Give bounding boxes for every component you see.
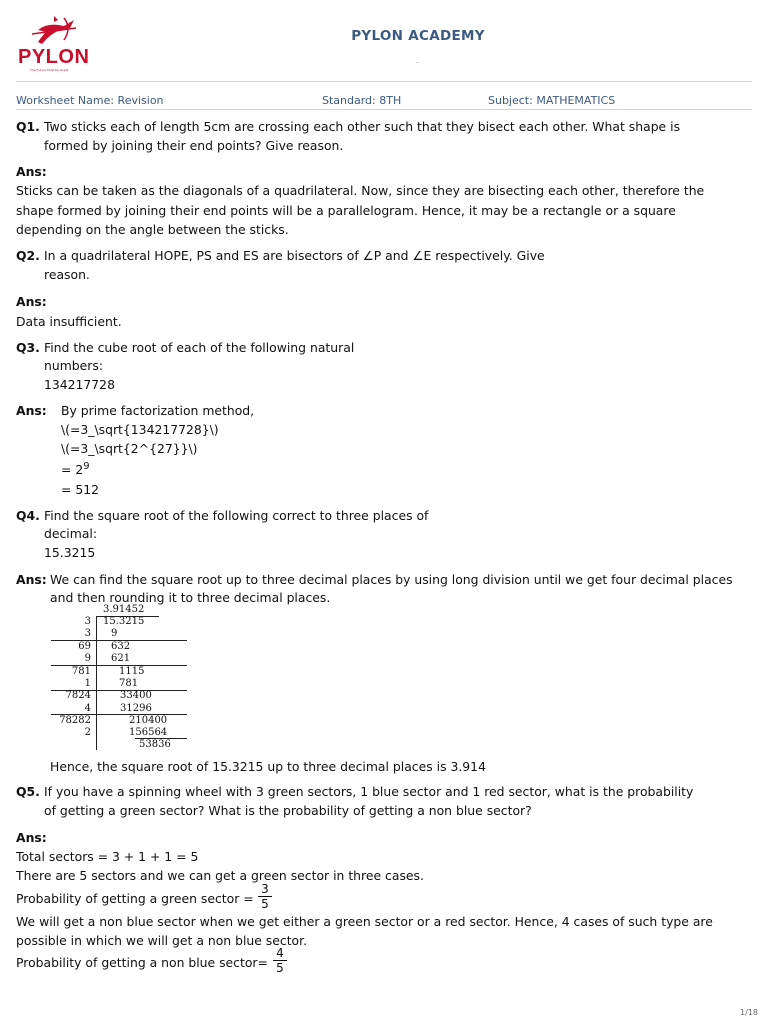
q4-ans-label: Ans: (16, 572, 47, 587)
page-number: 1/18 (740, 1008, 758, 1017)
q5-ans-line3: Probability of getting a green sector = (16, 891, 254, 906)
division-left-5: 1 (84, 678, 91, 689)
header-dot: . (416, 56, 419, 65)
q3-text-line3: 134217728 (44, 377, 115, 392)
fraction-non-blue-denominator: 5 (276, 961, 284, 975)
logo-tagline: The Future Must be Great (30, 68, 69, 72)
q1-ans-line1: Sticks can be taken as the diagonals of a quadrilateral. Now, since they are bisecting each other, therefore the (16, 183, 705, 198)
division-right-8: 210400 (129, 715, 168, 726)
division-right-2: 632 (111, 641, 131, 652)
division-right-9: 156564 (129, 727, 168, 738)
division-left-1: 3 (84, 628, 91, 639)
q3-ans4-base: = 2 (61, 462, 84, 478)
q5-ans-line6: Probability of getting a non blue sector= (16, 955, 268, 970)
q5-label: Q5. (16, 784, 40, 799)
division-left-3: 9 (84, 653, 91, 664)
division-quotient: 3.91452 (103, 604, 145, 615)
q5-ans-label: Ans: (16, 830, 47, 845)
q4-conclusion: Hence, the square root of 15.3215 up to three decimal places is 3.914 (50, 759, 486, 774)
q3-text-line1: Find the cube root of each of the following natural (44, 340, 355, 355)
division-right-6: 33400 (120, 690, 152, 701)
division-left-7: 4 (84, 703, 91, 714)
q2-label: Q2. (16, 248, 40, 263)
q5-text-line1: If you have a spinning wheel with 3 green sectors, 1 blue sector and 1 red sector, what is the probability (44, 784, 694, 799)
division-left-2: 69 (78, 641, 91, 652)
divider-top (16, 81, 752, 82)
q5-text-line2: of getting a green sector? What is the probability of getting a non blue sector? (44, 803, 532, 818)
q1-text-line1: Two sticks each of length 5cm are crossing each other such that they bisect each other. What shape is (44, 119, 681, 134)
q2-ans-label: Ans: (16, 294, 47, 309)
q4-ans-line2: and then rounding it to three decimal places. (50, 590, 331, 605)
q1-label: Q1. (16, 119, 40, 134)
q5-ans-line2: There are 5 sectors and we can get a green sector in three cases. (16, 868, 424, 883)
q4-text-line3: 15.3215 (44, 545, 96, 560)
fraction-green-denominator: 5 (261, 897, 269, 911)
q5-ans-line4: We will get a non blue sector when we get either a green sector or a red sector. Hence, 4 cases of such type are (16, 914, 713, 929)
subject: Subject: MATHEMATICS (488, 94, 616, 107)
q3-ans-line5: = 512 (61, 482, 99, 497)
division-left-9: 2 (84, 727, 91, 738)
q1-text-line2: formed by joining their end points? Give reason. (44, 138, 344, 153)
division-right-7: 31296 (120, 703, 152, 714)
division-right-5: 781 (119, 678, 139, 689)
q2-text-line1: In a quadrilateral HOPE, PS and ES are bisectors of ∠P and ∠E respectively. Give (44, 248, 545, 263)
division-left-0: 3 (84, 616, 91, 627)
q3-label: Q3. (16, 340, 40, 355)
pylon-logo (16, 14, 88, 74)
division-right-10: 53836 (139, 739, 171, 750)
q3-ans-line1: By prime factorization method, (61, 403, 255, 418)
q1-ans-label: Ans: (16, 164, 47, 179)
school-name: PYLON ACADEMY (351, 28, 485, 44)
division-right-0: 15.3215 (103, 616, 145, 627)
q4-text-line1: Find the square root of the following correct to three places of (44, 508, 429, 523)
q5-ans-line1: Total sectors = 3 + 1 + 1 = 5 (16, 849, 199, 864)
q3-ans4-exponent: 9 (83, 461, 90, 472)
q3-ans-line4 (61, 461, 90, 477)
division-right-3: 621 (111, 653, 131, 664)
q4-ans-line1: We can find the square root up to three decimal places by using long division until we get four decimal places (50, 572, 733, 587)
division-left-8: 78282 (59, 715, 91, 726)
q2-text-line2: reason. (44, 267, 90, 282)
fraction-green (258, 882, 272, 911)
division-vertical-line (96, 616, 97, 750)
q3-ans-line3: \(=3_\sqrt{2^{27}}\) (61, 441, 198, 456)
q1-ans-line2: shape formed by joining their end points will be a parallelogram. Hence, it may be a rectangle or a square (16, 203, 676, 218)
division-left-6: 7824 (65, 690, 91, 701)
division-left-4: 781 (71, 666, 91, 677)
q4-text-line2: decimal: (44, 526, 98, 541)
q2-ans-line1: Data insufficient. (16, 314, 122, 329)
worksheet-name: Worksheet Name: Revision (16, 94, 164, 107)
q3-ans-label: Ans: (16, 403, 47, 418)
division-right-1: 9 (111, 628, 118, 639)
fraction-green-numerator: 3 (258, 882, 272, 897)
logo-text: PYLON (18, 46, 90, 68)
q3-ans-line2: \(=3_\sqrt{134217728}\) (61, 422, 219, 437)
q3-text-line2: numbers: (44, 358, 103, 373)
divider-bottom (16, 109, 752, 110)
division-right-4: 1115 (119, 666, 145, 677)
standard: Standard: 8TH (322, 94, 402, 107)
q1-ans-line3: depending on the angle between the sticks. (16, 222, 289, 237)
fraction-non-blue (273, 946, 287, 975)
long-division-figure (49, 604, 189, 750)
fraction-non-blue-numerator: 4 (273, 946, 287, 961)
q4-label: Q4. (16, 508, 40, 523)
q5-ans-line5: possible in which we will get a non blue sector. (16, 933, 308, 948)
